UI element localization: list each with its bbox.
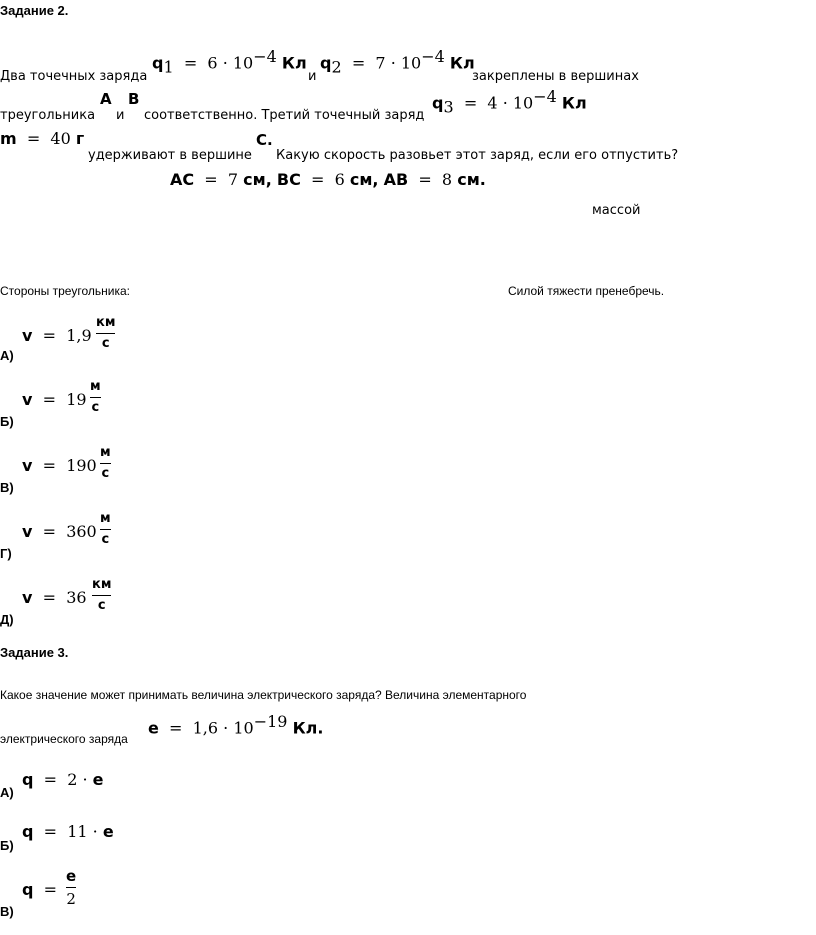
task3-text-1: Какое значение может принимать величина электрического заряда? Величина элементарного	[0, 688, 527, 702]
option-formula: v = 1,9	[22, 326, 92, 345]
option-unit-fraction: м с	[100, 445, 111, 481]
sides-label: Стороны треугольника:	[0, 284, 130, 298]
task2-and-2: и	[116, 108, 125, 123]
elementary-charge-formula: $e = 1,6 \cdot 10^{-19}$ Кл.	[148, 712, 324, 738]
option-formula: q = 2 · e	[22, 770, 104, 789]
gravity-note: Силой тяжести пренебречь.	[508, 284, 665, 298]
option-formula: q = 11 · e	[22, 822, 114, 841]
option-unit-fraction: км с	[92, 577, 112, 613]
q3-formula: $q_3 = 4 \cdot 10^{-4}$ Кл	[432, 87, 587, 117]
task3-text-2: электрического заряда	[0, 732, 128, 746]
option-unit-fraction: км с	[96, 315, 116, 351]
task2-title: Задание 2.	[0, 3, 69, 18]
option-formula: v = 36	[22, 588, 87, 607]
task2-text-4: соответственно. Третий точечный заряд	[144, 108, 425, 123]
option-label: А)	[0, 785, 14, 800]
option-unit-fraction: м с	[100, 511, 111, 547]
sides-formula: AC = 7 см, BC = 6 см, AB = 8 см.	[170, 170, 486, 189]
option-label: В)	[0, 480, 14, 495]
task2-text-3: треугольника	[0, 108, 96, 123]
option-label: Б)	[0, 414, 14, 429]
mass-formula: m = 40 г	[0, 129, 85, 148]
task2-text-2: закреплены в вершинах	[472, 69, 639, 84]
q1-formula: $q_1 = 6 \cdot 10^{-4}$ Кл	[152, 47, 307, 77]
vertex-b: B	[128, 90, 140, 108]
option-formula: v = 19	[22, 390, 87, 409]
vertex-c: C.	[256, 131, 273, 149]
option-label: А)	[0, 348, 14, 363]
option-fraction: e 2	[66, 867, 77, 908]
task3-title: Задание 3.	[0, 645, 69, 660]
task2-and-1: и	[308, 69, 317, 84]
task2-text-1: Два точечных заряда	[0, 69, 148, 84]
option-formula: q =	[22, 880, 58, 899]
task2-text-6: Какую скорость разовьет этот заряд, если его отпустить?	[276, 148, 679, 163]
task2-text-5: удерживают в вершине	[88, 148, 252, 163]
option-label: Д)	[0, 612, 14, 627]
option-label: В)	[0, 904, 14, 919]
vertex-a: A	[100, 90, 112, 108]
q2-formula: $q_2 = 7 \cdot 10^{-4}$ Кл	[320, 47, 475, 77]
option-label: Б)	[0, 838, 14, 853]
massoy-word: массой	[592, 203, 641, 218]
option-formula: v = 360	[22, 522, 97, 541]
option-formula: v = 190	[22, 456, 97, 475]
option-unit-fraction: м с	[90, 379, 101, 415]
option-label: Г)	[0, 546, 12, 561]
